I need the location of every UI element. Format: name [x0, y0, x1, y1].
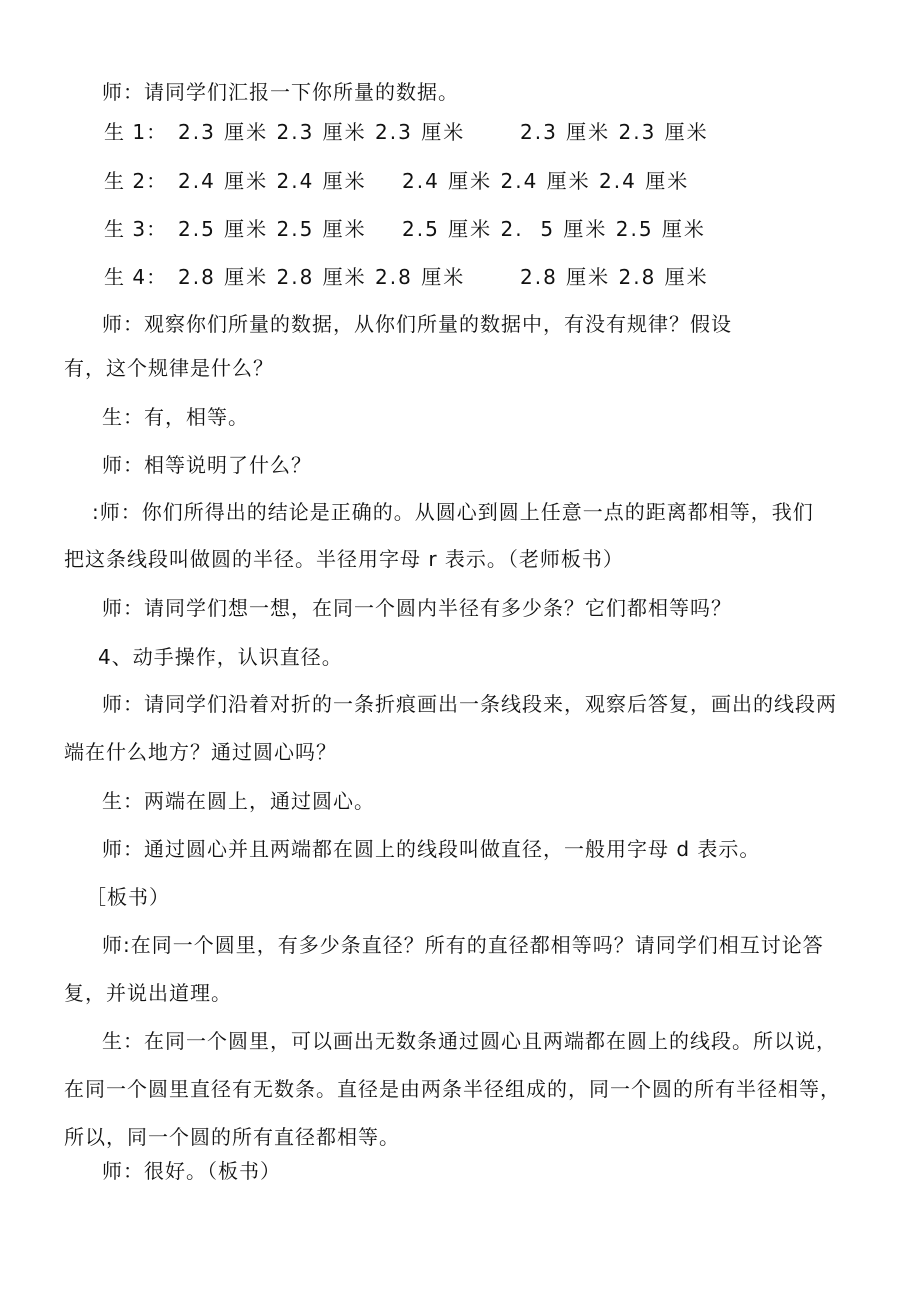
measurement-values: 2.3 厘米 2.3 厘米 — [520, 120, 709, 144]
teacher-line-report-request: 师：请同学们汇报一下你所量的数据。 — [102, 80, 459, 104]
board-note: ［板书） — [86, 885, 170, 909]
measurement-values: 2.8 厘米 2.8 厘米 2.8 厘米 — [178, 265, 466, 289]
teacher-line-meaning: 师：相等说明了什么？ — [102, 453, 312, 477]
measurement-values: 2.5 厘米 2. 5 厘米 2.5 厘米 — [402, 217, 706, 241]
teacher-line-radius-count: 师：请同学们想一想，在同一个圆内半径有多少条？它们都相等吗？ — [102, 596, 732, 620]
measurement-values: 2.4 厘米 2.4 厘米 — [178, 169, 367, 193]
teacher-line-fold: 师：请同学们沿着对折的一条折痕画出一条线段来，观察后答复，画出的线段两 — [102, 692, 837, 716]
teacher-line-diameter-def: 师：通过圆心并且两端都在圆上的线段叫做直径，一般用字母 d 表示。 — [102, 837, 761, 861]
teacher-line-radius-cont: 把这条线段叫做圆的半径。半径用字母 r 表示。（老师板书） — [64, 547, 624, 571]
student-label: 生 4： — [104, 265, 168, 289]
measurement-values: 2.3 厘米 2.3 厘米 2.3 厘米 — [178, 120, 466, 144]
teacher-line-observe-cont: 有，这个规律是什么？ — [64, 356, 274, 380]
measurement-values: 2.5 厘米 2.5 厘米 — [178, 217, 367, 241]
measurement-values: 2.4 厘米 2.4 厘米 2.4 厘米 — [402, 169, 690, 193]
student-label: 生 3： — [104, 217, 168, 241]
student-line-answer-cont1: 在同一个圆里直径有无数条。直径是由两条半径组成的，同一个圆的所有半径相等， — [64, 1077, 841, 1101]
student-line-equal: 生：有，相等。 — [102, 405, 249, 429]
student-label: 生 2： — [104, 169, 168, 193]
teacher-line-diameter-question-cont: 复，并说出道理。 — [64, 981, 232, 1005]
teacher-line-fold-cont: 端在什么地方？通过圆心吗？ — [64, 740, 337, 764]
student-label: 生 1： — [104, 120, 168, 144]
student-line-answer: 生：在同一个圆里，可以画出无数条通过圆心且两端都在圆上的线段。所以说， — [102, 1029, 837, 1053]
teacher-line-good: 师：很好。（板书） — [102, 1159, 281, 1183]
student-line-ends: 生：两端在圆上，通过圆心。 — [102, 789, 375, 813]
student-line-answer-cont2: 所以，同一个圆的所有直径都相等。 — [64, 1125, 400, 1149]
section-heading-diameter: 4、动手操作，认识直径。 — [98, 645, 343, 669]
teacher-line-radius: :师：你们所得出的结论是正确的。从圆心到圆上任意一点的距离都相等，我们 — [92, 500, 814, 524]
teacher-line-observe: 师：观察你们所量的数据，从你们所量的数据中，有没有规律？假设 — [102, 312, 732, 336]
measurement-values: 2.8 厘米 2.8 厘米 — [520, 265, 709, 289]
teacher-line-diameter-question: 师:在同一个圆里，有多少条直径？所有的直径都相等吗？请同学们相互讨论答 — [102, 933, 824, 957]
